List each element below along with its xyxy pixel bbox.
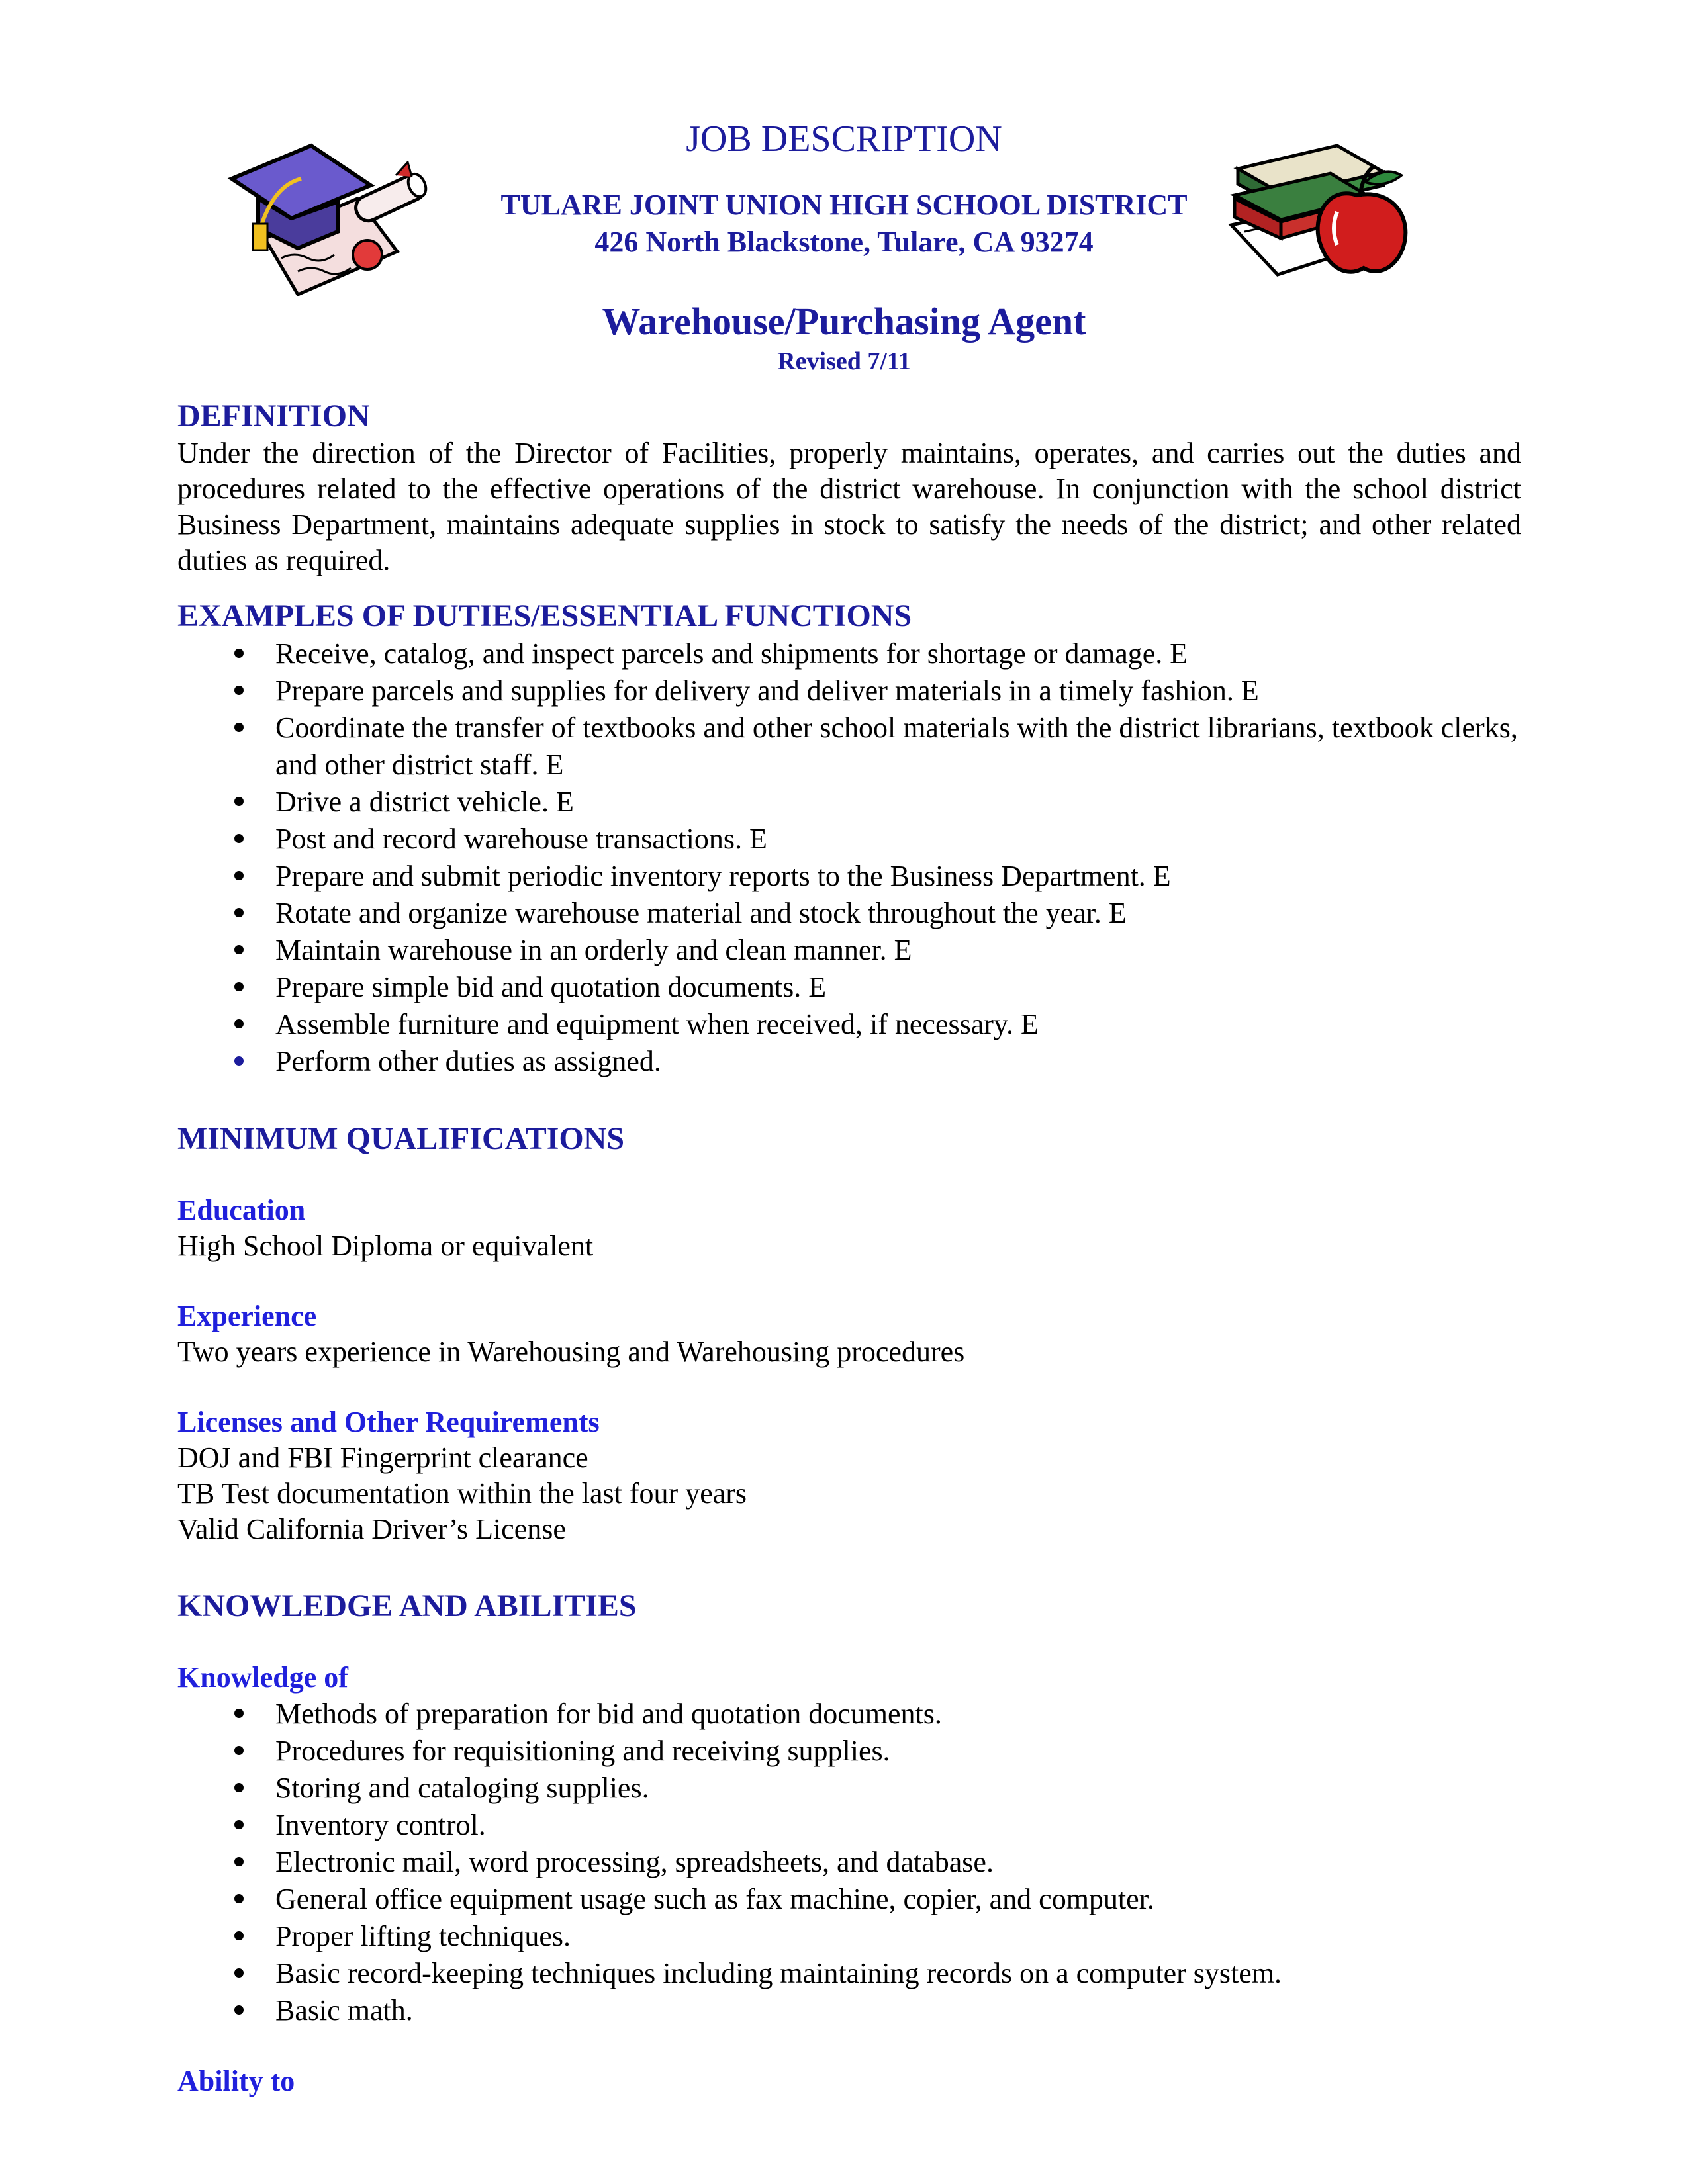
district-address: 426 North Blackstone, Tulare, CA 93274	[594, 226, 1094, 258]
bullet-icon	[234, 871, 244, 880]
list-item: Electronic mail, word processing, spreadsheets, and database.	[177, 1844, 1521, 1881]
list-item: Procedures for requisitioning and receiving supplies.	[177, 1733, 1521, 1770]
bullet-icon	[234, 908, 244, 917]
list-item: Prepare parcels and supplies for delivery and deliver materials in a timely fashion. E	[177, 672, 1521, 709]
bullet-icon	[234, 1894, 244, 1903]
bullet-icon	[234, 1019, 244, 1028]
document-body	[177, 397, 1521, 2099]
list-item: Receive, catalog, and inspect parcels and shipments for shortage or damage. E	[177, 635, 1521, 672]
list-item: Rotate and organize warehouse material and stock throughout the year. E	[177, 895, 1521, 932]
bullet-icon	[234, 1746, 244, 1755]
list-item: Perform other duties as assigned.	[177, 1043, 1521, 1080]
bullet-icon	[234, 1709, 244, 1718]
bullet-icon	[234, 649, 244, 658]
duties-list	[177, 635, 1521, 1080]
experience-text: Two years experience in Warehousing and Warehousing procedures	[177, 1336, 965, 1368]
list-item: Storing and cataloging supplies.	[177, 1770, 1521, 1807]
list-item: Coordinate the transfer of textbooks and other school materials with the district librarians, textbook clerks, and other district staff. E	[177, 709, 1521, 784]
education-text: High School Diploma or equivalent	[177, 1230, 594, 1262]
list-item: Inventory control.	[177, 1807, 1521, 1844]
bullet-icon	[234, 2005, 244, 2015]
list-item: Prepare and submit periodic inventory reports to the Business Department. E	[177, 858, 1521, 895]
job-title: Warehouse/Purchasing Agent	[602, 300, 1086, 343]
list-item: Drive a district vehicle. E	[177, 784, 1521, 821]
bullet-icon	[234, 982, 244, 991]
bullet-icon	[234, 797, 244, 806]
bullet-icon	[234, 834, 244, 843]
bullet-icon	[234, 1820, 244, 1829]
district-name: TULARE JOINT UNION HIGH SCHOOL DISTRICT	[500, 189, 1188, 221]
list-item: Prepare simple bid and quotation documents. E	[177, 969, 1521, 1006]
list-item: Maintain warehouse in an orderly and clean manner. E	[177, 932, 1521, 969]
definition-text: Under the direction of the Director of Facilities, properly maintains, operates, and carries out the duties and procedures related to the effective operations of the district warehouse. In conjunction with the school district Business Department, maintains adequate supplies in stock to satisfy the needs of the district; and other related duties as required.	[177, 437, 1521, 576]
qualifications-heading: MINIMUM QUALIFICATIONS	[177, 1121, 625, 1156]
list-item: Post and record warehouse transactions. E	[177, 821, 1521, 858]
license-line: Valid California Driver’s License	[177, 1513, 566, 1545]
knowledge-abilities-heading: KNOWLEDGE AND ABILITIES	[177, 1588, 637, 1623]
list-item: Basic math.	[177, 1992, 1521, 2029]
list-item: Basic record-keeping techniques including maintaining records on a computer system.	[177, 1955, 1521, 1992]
license-line: DOJ and FBI Fingerprint clearance	[177, 1441, 588, 1474]
ability-label: Ability to	[177, 2065, 295, 2097]
licenses-label: Licenses and Other Requirements	[177, 1406, 600, 1438]
bullet-icon	[234, 686, 244, 695]
experience-label: Experience	[177, 1300, 317, 1332]
definition-heading: DEFINITION	[177, 398, 370, 433]
duties-heading: EXAMPLES OF DUTIES/ESSENTIAL FUNCTIONS	[177, 598, 912, 633]
license-line: TB Test documentation within the last four years	[177, 1477, 747, 1510]
bullet-icon	[234, 1968, 244, 1978]
list-item: Proper lifting techniques.	[177, 1918, 1521, 1955]
bullet-icon	[234, 1783, 244, 1792]
list-item: General office equipment usage such as fax machine, copier, and computer.	[177, 1881, 1521, 1918]
bullet-icon	[234, 723, 244, 732]
knowledge-list	[177, 1696, 1521, 2029]
list-item: Methods of preparation for bid and quotation documents.	[177, 1696, 1521, 1733]
revised-date: Revised 7/11	[777, 347, 911, 375]
list-item: Assemble furniture and equipment when received, if necessary. E	[177, 1006, 1521, 1043]
bullet-icon	[234, 1056, 244, 1066]
bullet-icon	[234, 1857, 244, 1866]
bullet-icon	[234, 1931, 244, 1940]
doc-title: JOB DESCRIPTION	[686, 118, 1002, 159]
knowledge-label: Knowledge of	[177, 1661, 348, 1694]
education-label: Education	[177, 1194, 306, 1226]
bullet-icon	[234, 945, 244, 954]
